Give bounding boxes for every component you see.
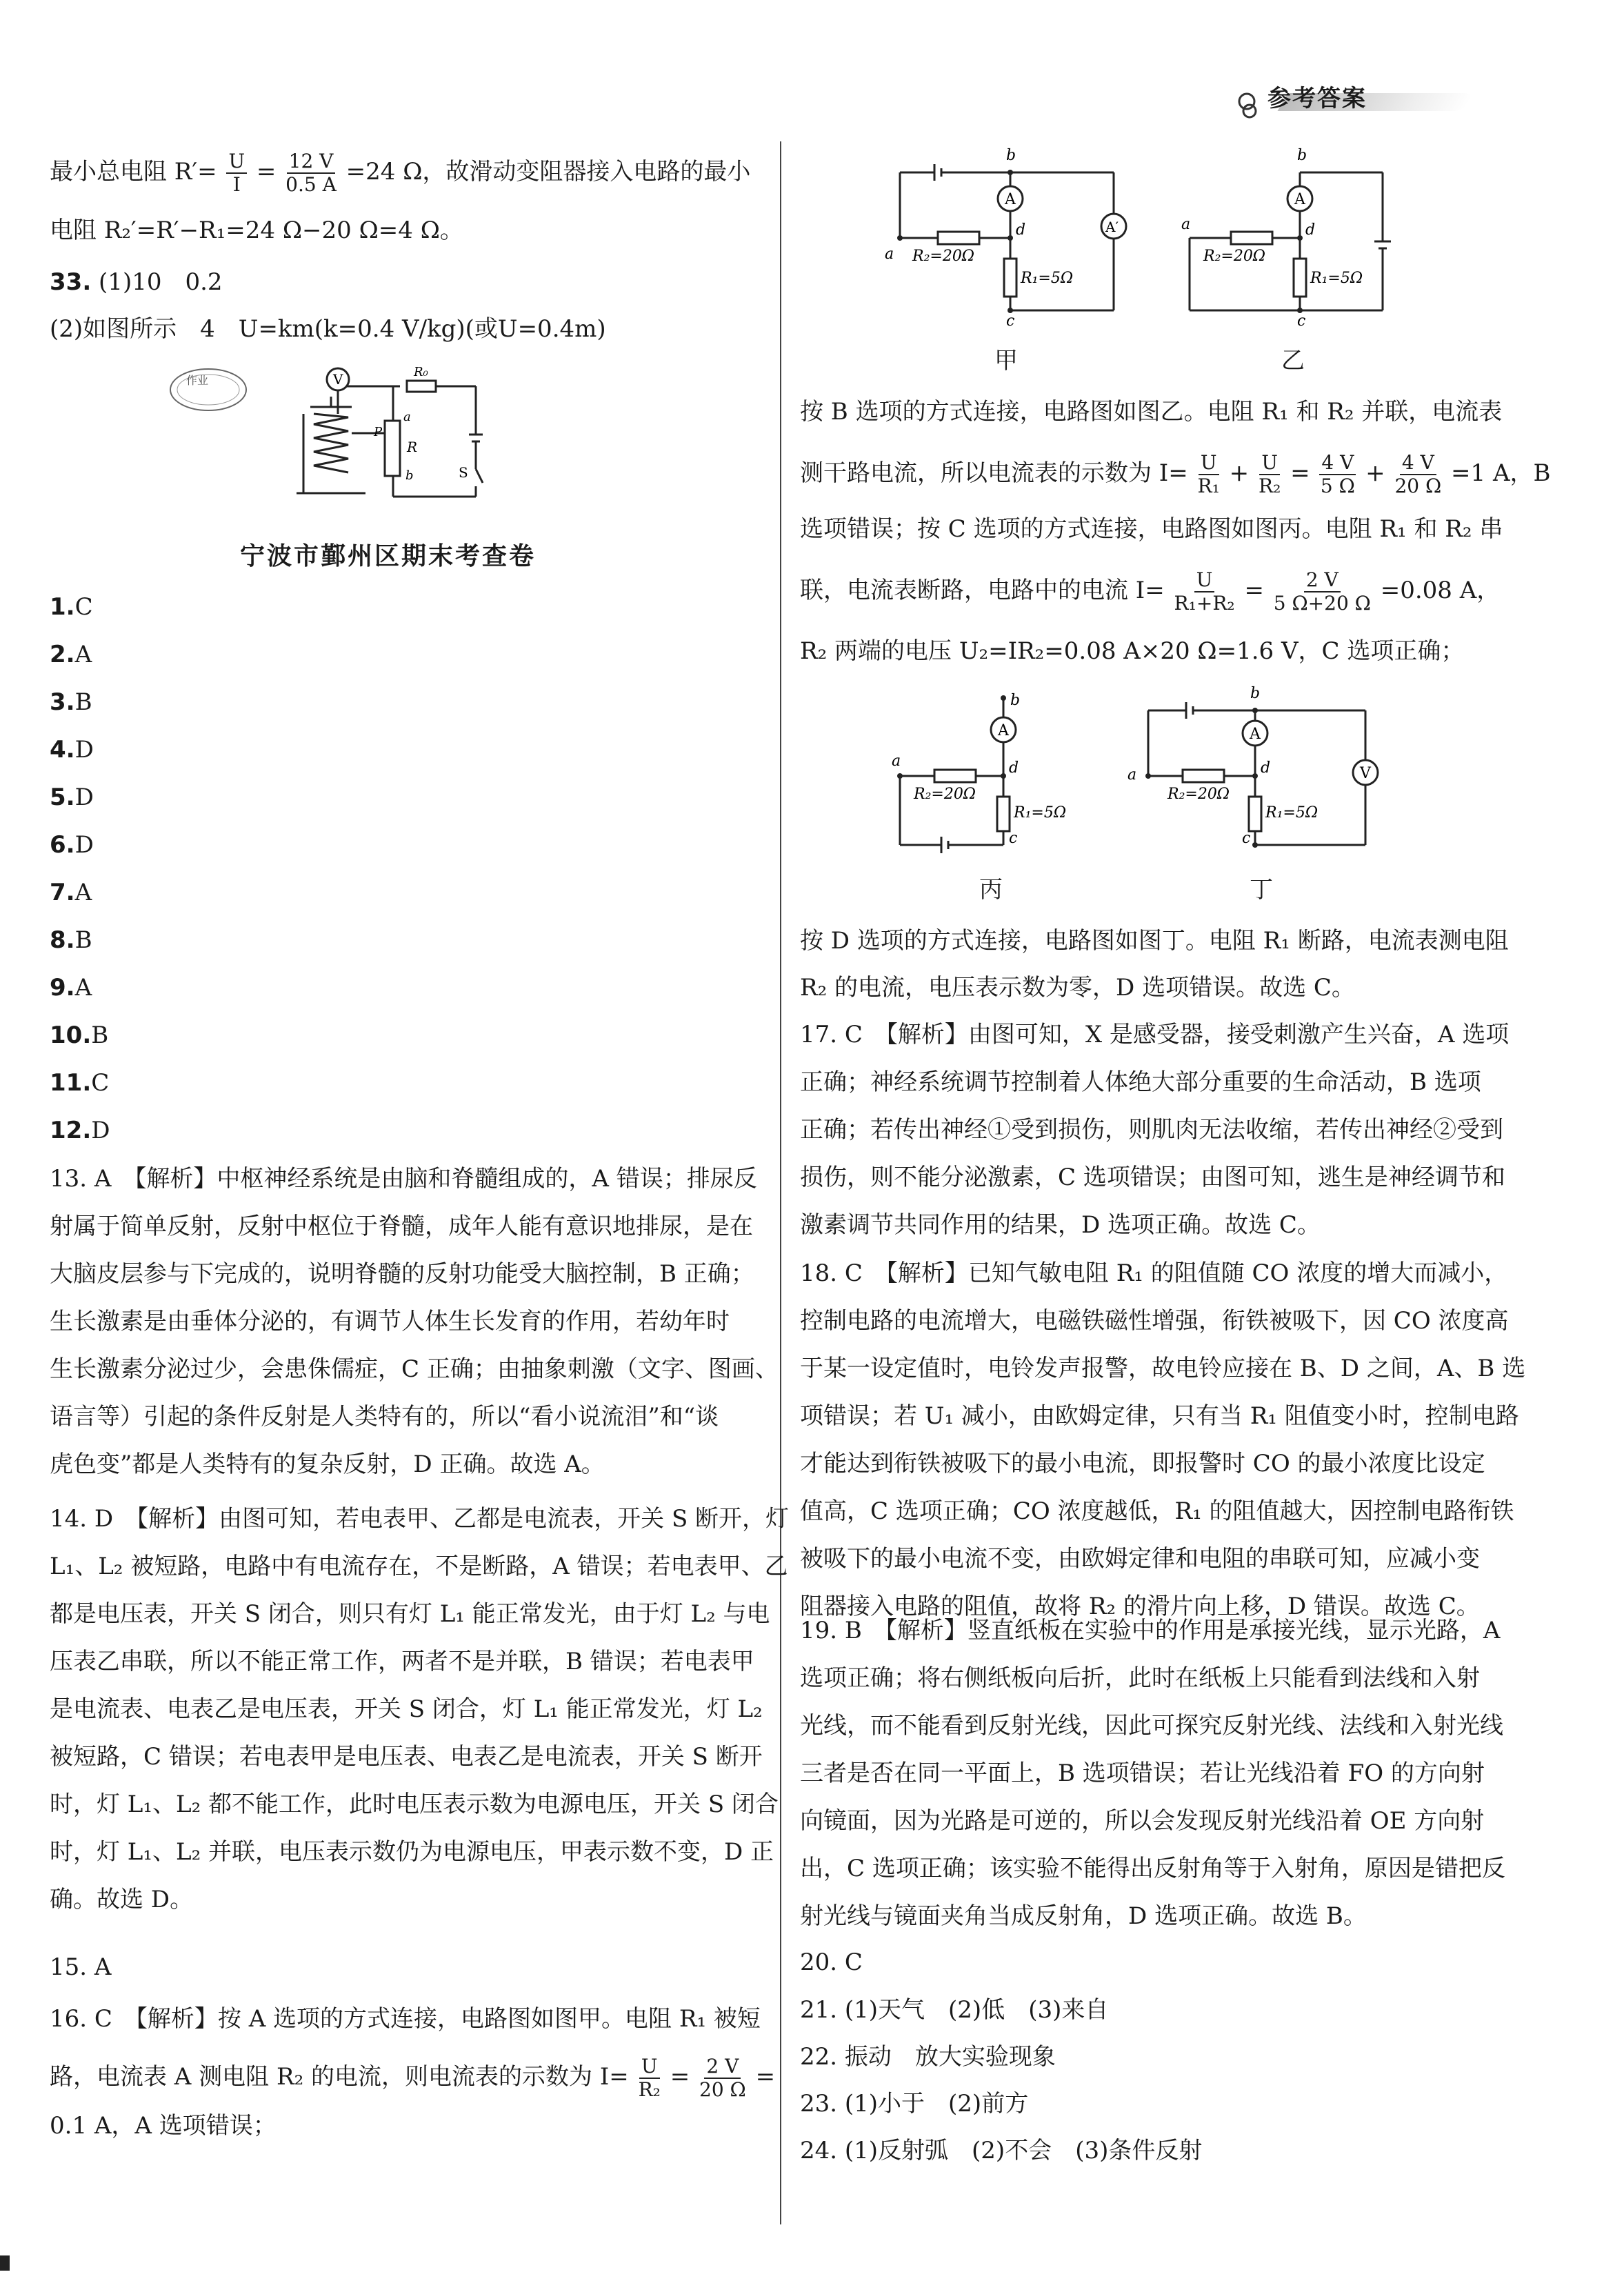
fraction: $\frac{U}{\text{R₁}}$ <box>1197 451 1220 497</box>
q14-line: 14. D 【解析】由图可知，若电表甲、乙都是电流表，开关 S 断开，灯 <box>50 1505 790 1533</box>
circuit-yi <box>1176 145 1424 348</box>
right-line-3: 选项错误；按 C 选项的方式连接，电路图如图丙。电阻 R₁ 和 R₂ 串 <box>800 515 1503 543</box>
svg-text:a: a <box>892 753 901 770</box>
caption-jia: 甲 <box>994 347 1018 375</box>
svg-text:d: d <box>1016 221 1026 239</box>
section-title: 宁波市鄞州区期末考查卷 <box>240 542 537 570</box>
svg-text:V: V <box>333 371 343 388</box>
q13-line: 生长激素分泌过少，会患侏儒症，C 正确；由抽象刺激（文字、图画、 <box>50 1355 779 1383</box>
fraction: $\frac{2 V}{20 \Omega}$ <box>699 2055 746 2101</box>
svg-text:A: A <box>1294 191 1305 208</box>
svg-text:a: a <box>1127 766 1137 784</box>
page-number-mark <box>0 2255 10 2271</box>
right-line-4: 联，电流表断路，电路中的电流 I= $\frac{U}{\text{R₁+R₂}}$ = $\frac{2 V}{5 \Omega+20 \Omega}$ =0.08 A， <box>800 568 1501 615</box>
svg-text:P: P <box>374 425 383 439</box>
q19-line: 光线，而不能看到反射光线，因此可探究反射光线、法线和入射光线 <box>800 1712 1503 1740</box>
q18-line: 项错误；若 U₁ 减小，由欧姆定律，只有当 R₁ 阻值变小时，控制电路 <box>800 1402 1519 1430</box>
q33-line-1: 33. (1)10 0.2 <box>50 268 223 296</box>
svg-text:R₂=20Ω: R₂=20Ω <box>914 786 976 803</box>
answer-item: 12.D <box>50 1117 110 1144</box>
svg-text:R₁=5Ω: R₁=5Ω <box>1265 804 1319 821</box>
q18-line: 于某一设定值时，电铃发声报警，故电铃应接在 B、D 之间，A、B 选 <box>800 1355 1526 1382</box>
svg-text:d: d <box>1009 759 1019 777</box>
svg-text:作业: 作业 <box>186 374 209 387</box>
svg-text:a: a <box>885 246 894 263</box>
q13-line: 虎色变”都是人类特有的复杂反射，D 正确。故选 A。 <box>50 1451 605 1478</box>
right-line-2: 测干路电流，所以电流表的示数为 I= $\frac{U}{\text{R₁}}$ + $\frac{U}{\text{R₂}}$ = $\frac{4 V}{5 \Omega}$ + $\frac{4 V}{20 \Omega}$ =1 A，B <box>800 451 1551 497</box>
svg-text:R₁=5Ω: R₁=5Ω <box>1021 270 1074 287</box>
q17-line: 正确；若传出神经①受到损伤，则肌肉无法收缩，若传出神经②受到 <box>800 1116 1503 1144</box>
svg-text:R₁=5Ω: R₁=5Ω <box>1014 804 1067 821</box>
answer-item: 8.B <box>50 926 92 954</box>
caption-yi: 乙 <box>1281 347 1305 375</box>
q18-line: 被吸下的最小电流不变，由欧姆定律和电阻的串联可知，应减小变 <box>800 1545 1480 1573</box>
svg-text:R₀: R₀ <box>414 365 428 379</box>
answer-item: 6.D <box>50 831 94 859</box>
q19-line: 19. B 【解析】竖直纸板在实验中的作用是承接光线，显示光路，A <box>800 1617 1501 1644</box>
svg-text:R₂=20Ω: R₂=20Ω <box>1203 248 1266 265</box>
left-line-2: 电阻 R₂′=R′−R₁=24 Ω−20 Ω=4 Ω。 <box>50 217 463 244</box>
right-line-6: 按 D 选项的方式连接，电路图如图丁。电阻 R₁ 断路，电流表测电阻 <box>800 927 1509 955</box>
q14-line: 是电流表、电表乙是电压表，开关 S 闭合，灯 L₁ 能正常发光，灯 L₂ <box>50 1695 763 1723</box>
answer-item: 4.D <box>50 736 94 764</box>
q13-line: 大脑皮层参与下完成的，说明脊髓的反射功能受大脑控制，B 正确； <box>50 1260 754 1288</box>
q14-line: 都是电压表，开关 S 闭合，则只有灯 L₁ 能正常发光，由于灯 L₂ 与电 <box>50 1600 770 1628</box>
q33-circuit-diagram <box>297 359 517 513</box>
q24-line: 24. (1)反射弧 (2)不会 (3)条件反射 <box>800 2137 1203 2164</box>
svg-text:A: A <box>998 722 1009 739</box>
q16-line-3: 0.1 A，A 选项错误； <box>50 2112 277 2140</box>
q17-line: 激素调节共同作用的结果，D 选项正确。故选 C。 <box>800 1211 1321 1239</box>
svg-text:b: b <box>405 468 414 483</box>
q13-line: 生长激素是由垂体分泌的，有调节人体生长发育的作用，若幼年时 <box>50 1308 730 1335</box>
fraction: $\frac{12 V}{0.5 A}$ <box>285 150 337 196</box>
q20-line: 20. C <box>800 1949 863 1976</box>
q33-line-2: (2)如图所示 4 U=km(k=0.4 V/kg)(或U=0.4m) <box>50 315 606 343</box>
q18-line: 18. C 【解析】已知气敏电阻 R₁ 的阻值随 CO 浓度的增大而减小， <box>800 1259 1508 1287</box>
answer-item: 10.B <box>50 1022 109 1049</box>
caption-ding: 丁 <box>1250 876 1273 904</box>
svg-text:V: V <box>1360 765 1371 782</box>
caption-bing: 丙 <box>979 876 1003 904</box>
q19-line: 三者是否在同一平面上，B 选项错误；若让光线沿着 FO 的方向射 <box>800 1760 1485 1787</box>
q14-line: 时，灯 L₁、L₂ 都不能工作，此时电压表示数为电源电压，开关 S 闭合 <box>50 1791 779 1818</box>
svg-text:A: A <box>1005 191 1016 208</box>
q15-line: 15. A <box>50 1953 112 1981</box>
svg-text:c: c <box>1009 830 1018 847</box>
svg-text:S: S <box>459 464 468 481</box>
fraction: $\frac{4 V}{5 \Omega}$ <box>1320 451 1355 497</box>
svg-text:c: c <box>1242 830 1251 847</box>
svg-text:d: d <box>1305 221 1316 239</box>
q16-line-2: 路，电流表 A 测电阻 R₂ 的电流，则电流表的示数为 I= $\frac{U}{\text{R₂}}$ = $\frac{2 V}{20 \Omega}$ = <box>50 2055 776 2101</box>
svg-text:c: c <box>1006 312 1015 330</box>
answer-item: 3.B <box>50 688 92 716</box>
fraction: $\frac{4 V}{20 \Omega}$ <box>1394 451 1442 497</box>
right-line-1: 按 B 选项的方式连接，电路图如图乙。电阻 R₁ 和 R₂ 并联，电流表 <box>800 398 1503 426</box>
svg-text:d: d <box>1261 759 1271 777</box>
q14-line: 压表乙串联，所以不能正常工作，两者不是并联，B 错误；若电表甲 <box>50 1648 754 1675</box>
answer-item: 9.A <box>50 974 92 1002</box>
svg-text:R: R <box>407 439 418 455</box>
answer-item: 5.D <box>50 784 94 811</box>
svg-text:b: b <box>1006 147 1016 164</box>
q19-line: 出，C 选项正确；该实验不能得出反射角等于入射角，原因是错把反 <box>800 1855 1505 1882</box>
answer-item: 1.C <box>50 593 93 621</box>
q13-line: 语言等）引起的条件反射是人类特有的，所以“看小说流泪”和“谈 <box>50 1403 719 1431</box>
circuit-jia <box>879 145 1155 348</box>
circuit-ding <box>1121 683 1410 865</box>
q23-line: 23. (1)小于 (2)前方 <box>800 2090 1029 2118</box>
right-line-5: R₂ 两端的电压 U₂=IR₂=0.08 A×20 Ω=1.6 V，C 选项正确； <box>800 637 1465 665</box>
fraction: $\frac{U}{\text{R₂}}$ <box>638 2055 661 2101</box>
svg-text:A′: A′ <box>1105 219 1119 235</box>
q19-line: 向镜面，因为光路是可逆的，所以会发现反射光线沿着 OE 方向射 <box>800 1807 1485 1835</box>
fraction: $\frac{2 V}{5 \Omega+20 \Omega}$ <box>1273 568 1371 615</box>
q19-line: 选项正确；将右侧纸板向后折，此时在纸板上只能看到法线和入射 <box>800 1664 1480 1692</box>
answer-item: 11.C <box>50 1069 110 1097</box>
q17-line: 损伤，则不能分泌激素，C 选项错误；由图可知，逃生是神经调节和 <box>800 1164 1505 1191</box>
answer-item: 2.A <box>50 641 92 668</box>
column-divider <box>780 141 781 2224</box>
svg-text:a: a <box>1181 216 1191 233</box>
answer-key-header <box>1234 79 1469 128</box>
q17-line: 正确；神经系统调节控制着人体绝大部分重要的生命活动，B 选项 <box>800 1068 1481 1096</box>
q18-line: 控制电路的电流增大，电磁铁磁性增强，衔铁被吸下，因 CO 浓度高 <box>800 1307 1509 1335</box>
q18-line: 才能达到衔铁被吸下的最小电流，即报警时 CO 的最小浓度比设定 <box>800 1450 1485 1477</box>
q21-line: 21. (1)天气 (2)低 (3)来自 <box>800 1996 1109 2024</box>
q18-line: 值高，C 选项正确；CO 浓度越低，R₁ 的阻值越大，因控制电路衔铁 <box>800 1497 1514 1525</box>
q13-line: 射属于简单反射，反射中枢位于脊髓，成年人能有意识地排尿，是在 <box>50 1213 753 1240</box>
fraction: $\frac{U}{I}$ <box>226 150 247 196</box>
svg-text:c: c <box>1297 312 1306 330</box>
q14-line: 时，灯 L₁、L₂ 并联，电压表示数仍为电源电压，甲表示数不变，D 正 <box>50 1838 774 1866</box>
q22-line: 22. 振动 放大实验现象 <box>800 2043 1056 2071</box>
svg-text:b: b <box>1250 685 1261 702</box>
svg-text:R₂=20Ω: R₂=20Ω <box>1167 786 1230 803</box>
q13-line: 13. A 【解析】中枢神经系统是由脑和脊髓组成的，A 错误；排尿反 <box>50 1165 757 1193</box>
header-label: 参考答案 <box>1267 85 1367 112</box>
svg-text:a: a <box>403 410 411 424</box>
fraction: $\frac{U}{\text{R₁+R₂}}$ <box>1174 568 1235 615</box>
svg-text:b: b <box>1010 692 1021 709</box>
q17-line: 17. C 【解析】由图可知，X 是感受器，接受刺激产生兴奋，A 选项 <box>800 1021 1510 1048</box>
q19-line: 射光线与镜面夹角当成反射角，D 选项正确。故选 B。 <box>800 1902 1367 1930</box>
q18-line: 阻器接入电路的阻值，故将 R₂ 的滑片向上移，D 错误。故选 C。 <box>800 1593 1480 1620</box>
svg-text:A: A <box>1250 726 1261 743</box>
circuit-bing <box>886 683 1065 865</box>
fraction: $\frac{U}{\text{R₂}}$ <box>1258 451 1281 497</box>
answer-item: 7.A <box>50 879 92 906</box>
svg-text:b: b <box>1297 147 1307 164</box>
q16-line-1: 16. C 【解析】按 A 选项的方式连接，电路图如图甲。电阻 R₁ 被短 <box>50 2005 761 2033</box>
left-line-1: 最小总电阻 R′= $\frac{U}{I}$ = $\frac{12 V}{0.5 A}$ =24 Ω，故滑动变阻器接入电路的最小 <box>50 150 751 196</box>
right-line-7: R₂ 的电流，电压表示数为零，D 选项错误。故选 C。 <box>800 974 1355 1002</box>
q14-line: L₁、L₂ 被短路，电路中有电流存在，不是断路，A 错误；若电表甲、乙 <box>50 1553 788 1580</box>
q14-line: 确。故选 D。 <box>50 1886 194 1913</box>
svg-text:R₂=20Ω: R₂=20Ω <box>912 248 975 265</box>
homework-stamp <box>166 362 255 420</box>
q14-line: 被短路，C 错误；若电表甲是电压表、电表乙是电流表，开关 S 断开 <box>50 1743 763 1771</box>
svg-text:R₁=5Ω: R₁=5Ω <box>1310 270 1363 287</box>
